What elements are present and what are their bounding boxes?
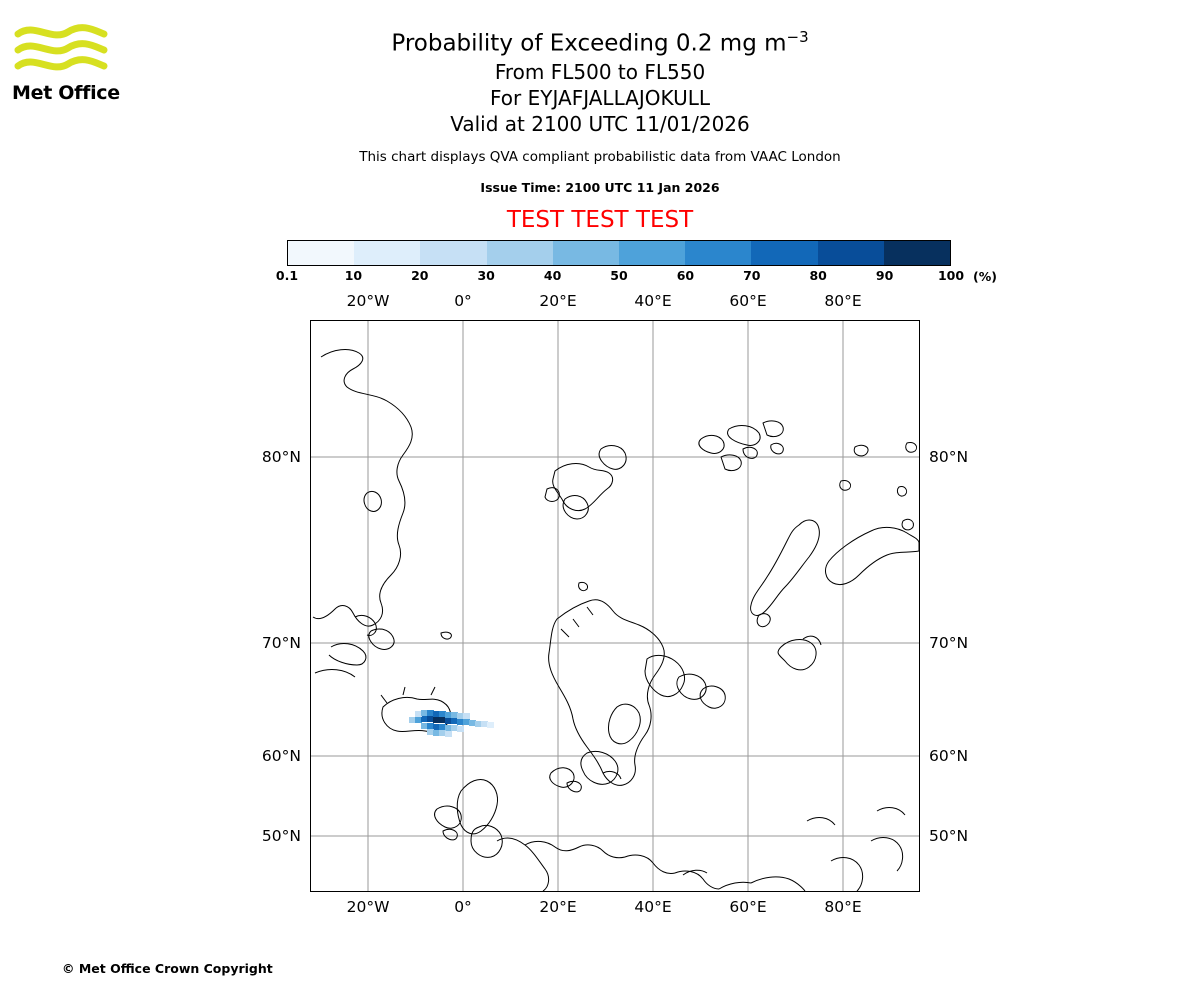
map-axis-label-left: 50°N [261, 827, 301, 845]
colourbar-tick-label: 0.1 [275, 268, 299, 283]
copyright-text: © Met Office Crown Copyright [62, 961, 273, 976]
test-banner: TEST TEST TEST [506, 206, 694, 233]
colourbar-segment-5 [619, 241, 685, 265]
colourbar-tick-label: 40 [543, 268, 562, 283]
colourbar [287, 240, 951, 266]
map-axis-label-left: 80°N [261, 448, 301, 466]
issue-time: Issue Time: 2100 UTC 11 Jan 2026 [480, 179, 720, 195]
colourbar-segment-3 [487, 241, 553, 265]
map-axis-label-left: 70°N [261, 634, 301, 652]
colourbar-tick-labels [275, 268, 965, 286]
colourbar-segment-6 [685, 241, 751, 265]
volcano-subtitle: For EYJAFJALLAJOKULL [490, 85, 710, 110]
map-axis-label-right: 70°N [929, 634, 969, 652]
map-axis-label-bottom: 80°E [824, 898, 862, 916]
map-axis-label-top: 20°W [346, 292, 390, 310]
map-axis-label-top: 60°E [729, 292, 767, 310]
page-title-exponent: −3 [786, 28, 809, 46]
chart-title-block [0, 22, 1200, 233]
page-title-text: Probability of Exceeding 0.2 mg m [391, 30, 787, 57]
map-axis-label-right: 80°N [929, 448, 969, 466]
map-svg [311, 321, 919, 891]
ash-plume-overlay [409, 710, 494, 737]
map-axis-label-bottom: 0° [454, 898, 472, 916]
map-axis-label-top: 40°E [634, 292, 672, 310]
page-title [0, 22, 1200, 59]
colourbar-segment-0 [288, 241, 354, 265]
map-axis-label-right: 60°N [929, 747, 969, 765]
colourbar-segment-9 [884, 241, 950, 265]
colourbar-segment-1 [354, 241, 420, 265]
map-coastlines [313, 350, 919, 891]
colourbar-tick-label: 70 [743, 268, 761, 283]
map-axis-label-left: 60°N [261, 747, 301, 765]
map-axis-label-top: 80°E [824, 292, 862, 310]
colourbar-tick-label: 10 [344, 268, 363, 283]
colourbar-tick-label: 80 [809, 268, 827, 283]
qva-note: This chart displays QVA compliant probabilistic data from VAAC London [359, 148, 841, 165]
map-axis-label-top: 20°E [539, 292, 577, 310]
map-axis-label-bottom: 20°W [346, 898, 390, 916]
colourbar-segment-4 [553, 241, 619, 265]
colourbar-segment-7 [751, 241, 817, 265]
colourbar-tick-label: 30 [477, 268, 495, 283]
colourbar-tick-label: 20 [411, 268, 429, 283]
map-axis-label-top: 0° [454, 292, 472, 310]
met-office-logo-text: Met Office [12, 82, 120, 104]
map-canvas[interactable] [310, 320, 920, 892]
map-axis-label-right: 50°N [929, 827, 969, 845]
colourbar-tick-label: 50 [610, 268, 628, 283]
colourbar-segment-8 [818, 241, 884, 265]
colourbar-tick-label: 100 [937, 268, 965, 283]
colourbar-tick-label: 90 [875, 268, 894, 283]
map-axis-label-bottom: 20°E [539, 898, 577, 916]
colourbar-gradient [287, 240, 951, 266]
colourbar-segment-2 [420, 241, 486, 265]
flight-level-subtitle: From FL500 to FL550 [494, 59, 706, 84]
map-axis-label-bottom: 40°E [634, 898, 672, 916]
colourbar-units: (%) [973, 269, 997, 284]
map-axis-label-bottom: 60°E [729, 898, 767, 916]
map-gridlines [311, 321, 919, 891]
valid-time-subtitle: Valid at 2100 UTC 11/01/2026 [450, 111, 750, 136]
colourbar-tick-label: 60 [676, 268, 695, 283]
